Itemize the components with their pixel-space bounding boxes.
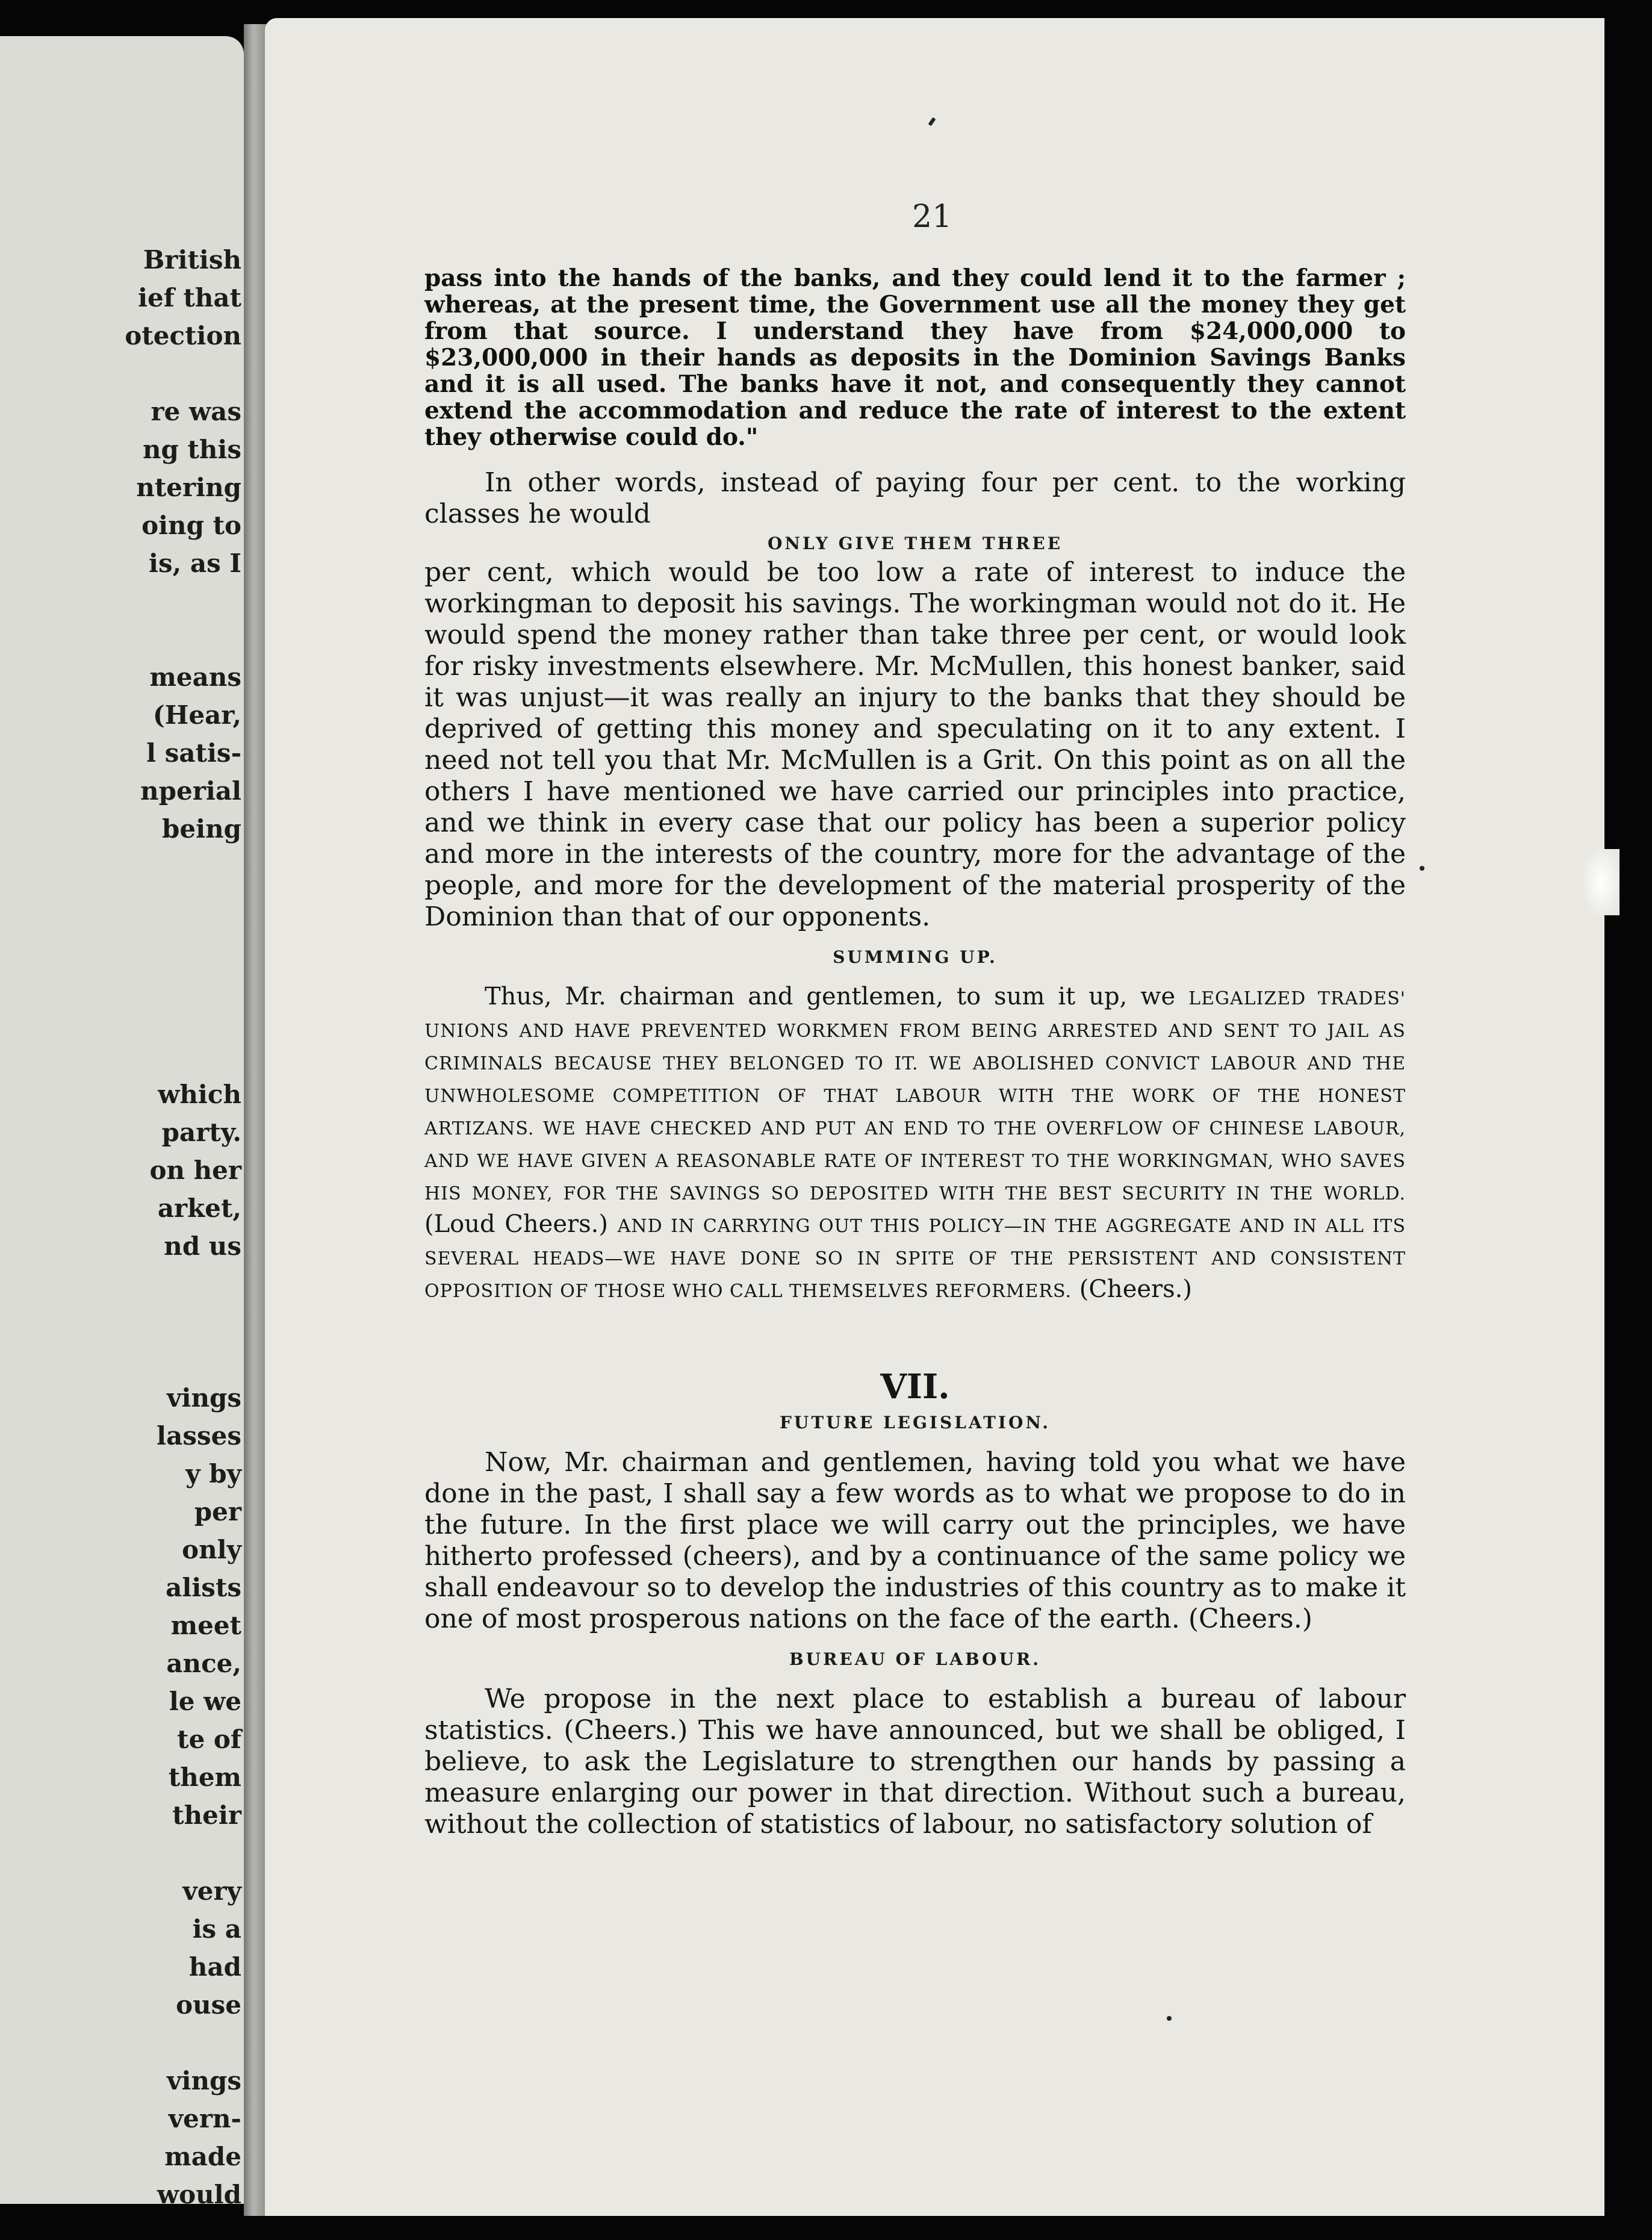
left-page-line <box>109 1038 241 1075</box>
left-page-line: on her <box>149 1156 241 1185</box>
left-page-line <box>109 1341 241 1379</box>
left-page-line: te of <box>177 1725 241 1754</box>
page-content <box>424 265 1406 1840</box>
book-gutter <box>244 24 268 2216</box>
left-page-line: would <box>157 2180 241 2209</box>
subheading-only-give-them-three: ONLY GIVE THEM THREE <box>767 534 1063 553</box>
left-page-line: vings <box>167 2066 241 2095</box>
paragraph-future: Now, Mr. chairman and gentlemen, having told you what we have done in the past, I shall say a few words as to what we propose to do in the future. In the first place we will carry out the principles, we have hitherto professed (cheers), and by a continuance of the same policy we shall endeavour so to develop the industries of this country as to make it one of most prosperous nations on the face of the earth. (Cheers.) <box>424 1447 1406 1634</box>
left-page-line: is, as I <box>149 549 241 578</box>
left-page-line: (Hear, <box>152 700 241 730</box>
left-page-line: per <box>194 1497 241 1526</box>
left-page-line: is a <box>192 1914 241 1944</box>
left-page-line <box>109 620 241 658</box>
left-page-line: ouse <box>176 1990 241 2020</box>
left-page-line: their <box>172 1800 241 1830</box>
left-page-line <box>109 924 241 962</box>
summary-lead: Thus, Mr. chairman and gentlemen, to sum it up, we <box>485 983 1176 1010</box>
left-page-line: nd us <box>164 1231 241 1261</box>
left-page-line: vern- <box>168 2104 241 2133</box>
left-page-line <box>109 2024 241 2062</box>
left-page-line: which <box>158 1080 241 1109</box>
left-page-line: nperial <box>140 776 241 806</box>
summary-cheer-2: (Cheers.) <box>1079 1275 1193 1303</box>
left-page-line: means <box>149 662 241 692</box>
subheading-future-legislation: FUTURE LEGISLATION. <box>780 1413 1051 1433</box>
left-page-line: them <box>168 1762 241 1792</box>
paper-speck <box>1583 849 1619 915</box>
left-page-line: vings <box>167 1383 241 1413</box>
left-page-line: had <box>188 1952 241 1982</box>
summary-smallcaps-2: AND IN CARRYING OUT THIS POLICY—IN THE AGGREGATE AND IN ALL ITS SEVERAL HEADS—WE HAVE DONE SO IN SPITE OF THE PERSISTENT AND CONSISTENT OPPOSITION OF THOSE WHO CALL THEMSELVES REFORMERS. <box>424 1216 1406 1302</box>
left-page-line: meet <box>170 1611 241 1640</box>
left-page-line <box>109 848 241 886</box>
left-page-line <box>109 1265 241 1303</box>
paragraph-summary <box>424 982 1406 1307</box>
ink-dot <box>1420 866 1424 871</box>
left-page-line: ief that <box>138 283 241 313</box>
left-page-line: party. <box>161 1118 241 1147</box>
subheading-bureau-of-labour: BUREAU OF LABOUR. <box>789 1649 1042 1669</box>
left-page-line: arket, <box>157 1193 241 1223</box>
left-page-line <box>109 1000 241 1038</box>
section-number: VII. <box>880 1367 950 1407</box>
left-page-line: ng this <box>142 435 241 464</box>
subheading-summing-up: SUMMING UP. <box>833 947 998 967</box>
left-page-line: ance, <box>166 1649 241 1678</box>
left-page-line <box>109 355 241 393</box>
left-page-line <box>109 582 241 620</box>
paragraph-per-cent: per cent, which would be too low a rate of interest to induce the workingman to deposit his savings. The workingman would not do it. He would spend the money rather than take three per cent, or would look for risky investments elsewhere. Mr. McMullen, this honest banker, said it was unjust—it was really an injury to the banks that they should be deprived of getting this money and speculating on it to any extent. I need not tell you that Mr. McMullen is a Grit. On this point as on all the others I have mentioned we have carried our principles into practice, and we think in every case that our policy has been a superior policy and more in the interests of the country, more for the advantage of the people, and more for the development of the material prosperity of the Dominion than that of our opponents. <box>424 557 1406 932</box>
left-page-line: alists <box>166 1573 241 1602</box>
left-page-line: oing to <box>141 511 241 540</box>
ink-dot <box>1167 2016 1172 2021</box>
summary-cheer-1: (Loud Cheers.) <box>424 1210 608 1238</box>
left-page-line: l satis- <box>146 738 241 768</box>
left-page-line <box>109 1834 241 1872</box>
left-page-line <box>109 1303 241 1341</box>
page-number: 21 <box>912 199 952 235</box>
right-page <box>265 18 1604 2216</box>
left-page-line: very <box>182 1876 241 1906</box>
left-page-line <box>109 886 241 924</box>
left-page-line: le we <box>169 1687 241 1716</box>
paragraph-bureau: We propose in the next place to establish a bureau of labour statistics. (Cheers.) This we have announced, but we shall be obliged, I believe, to ask the Legislature to strengthen our hands by passing a measure enlarging our power in that direction. Without such a bureau, without the collection of statistics of labour, no satisfactory solution of <box>424 1684 1406 1840</box>
left-page-line: being <box>162 814 241 844</box>
left-page-line: British <box>143 245 241 275</box>
left-page-line: lasses <box>157 1421 241 1451</box>
paragraph-other-words: In other words, instead of paying four per cent. to the working classes he would <box>424 467 1406 529</box>
left-page-text <box>109 241 241 2214</box>
left-page-line: otection <box>125 321 241 350</box>
left-page-line <box>109 962 241 1000</box>
left-page-line: made <box>164 2142 241 2171</box>
left-page-line: y by <box>185 1459 241 1489</box>
quoted-passage: pass into the hands of the banks, and they could lend it to the farmer ; whereas, at the present time, the Government use all the money they get from that source. I understand they have from $24,000,000 to $23,000,000 in their hands as deposits in the Dominion Savings Banks and it is all used. The banks have it not, and consequently they cannot extend the accommodation and reduce the rate of interest to the extent they otherwise could do." <box>424 264 1406 451</box>
left-page-line: only <box>182 1535 241 1564</box>
left-page <box>0 36 244 2209</box>
summary-smallcaps-1: LEGALIZED TRADES' UNIONS AND HAVE PREVENTED WORKMEN FROM BEING ARRESTED AND SENT TO JAIL AS CRIMINALS BECAUSE THEY BELONGED TO IT. WE ABOLISHED CONVICT LABOUR AND THE UNWHOLESOME COMPETITION OF THAT LABOUR WITH THE WORK OF THE HONEST ARTIZANS. WE HAVE CHECKED AND PUT AN END TO THE OVERFLOW OF CHINESE LABOUR, AND WE HAVE GIVEN A REASONABLE RATE OF INTEREST TO THE WORKINGMAN, WHO SAVES HIS MONEY, FOR THE SAVINGS SO DEPOSITED WITH THE BEST SECURITY IN THE WORLD. <box>424 988 1406 1204</box>
left-page-line: ntering <box>136 473 241 502</box>
left-page-line: re was <box>151 397 241 426</box>
